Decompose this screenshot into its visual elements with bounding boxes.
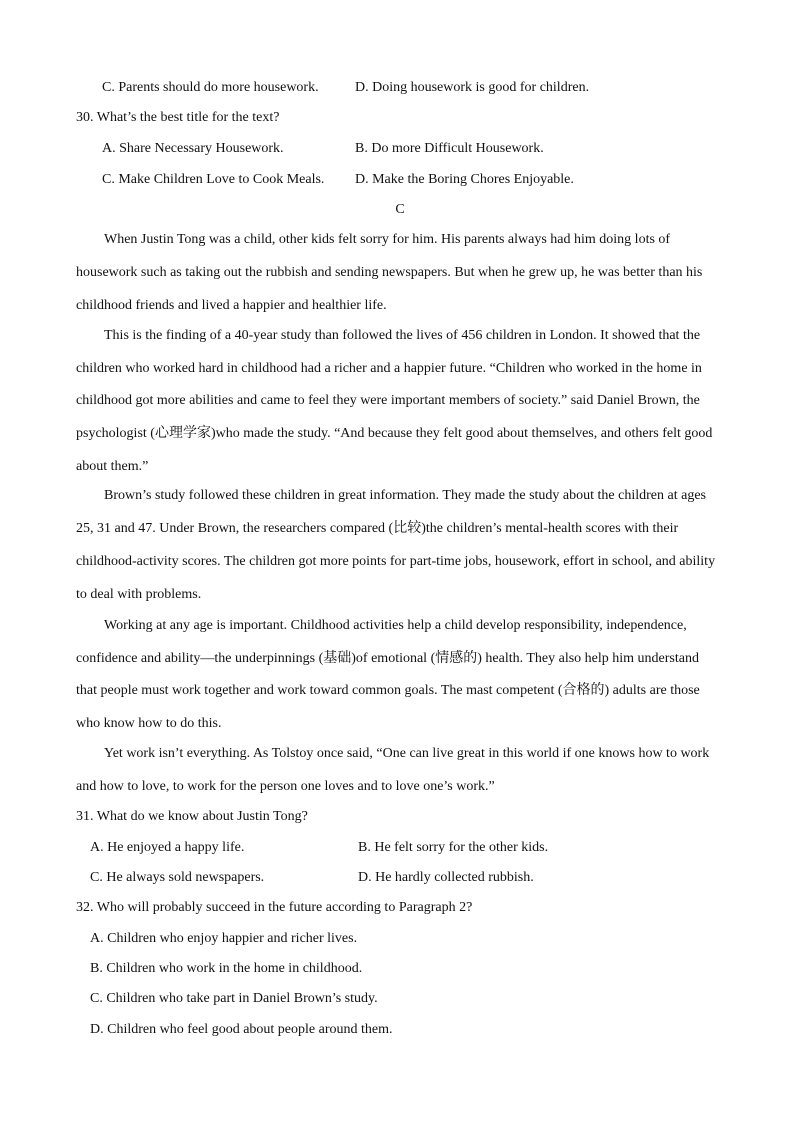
q32-option-a: A. Children who enjoy happier and richer lives.: [90, 931, 358, 946]
q32-option-d: D. Children who feel good about people around them.: [90, 1022, 393, 1037]
q30-option-b: B. Do more Difficult Housework.: [355, 141, 544, 156]
q31-stem: 31. What do we know about Justin Tong?: [76, 809, 308, 824]
q32-stem: 32. Who will probably succeed in the future according to Paragraph 2?: [76, 900, 473, 915]
passage-line: This is the finding of a 40-year study than followed the lives of 456 children in London. It showed that the: [104, 328, 701, 343]
passage-line: that people must work together and work toward common goals. The mast competent (合格的) adults are those: [76, 683, 700, 698]
passage-line: Yet work isn’t everything. As Tolstoy once said, “One can live great in this world if one knows how to work: [104, 746, 710, 761]
passage-line: about them.”: [76, 459, 149, 474]
q31-option-b: B. He felt sorry for the other kids.: [358, 840, 549, 855]
passage-line: 25, 31 and 47. Under Brown, the researchers compared (比较)the children’s mental-health scores with their: [76, 521, 679, 536]
passage-line: Brown’s study followed these children in great information. They made the study about the children at ages: [104, 488, 706, 503]
passage-line: to deal with problems.: [76, 587, 202, 602]
q32-option-b: B. Children who work in the home in childhood.: [90, 961, 363, 976]
passage-label: C: [395, 202, 405, 217]
q30-stem: 30. What’s the best title for the text?: [76, 110, 280, 125]
q31-option-d: D. He hardly collected rubbish.: [358, 870, 534, 885]
q30-option-c: C. Make Children Love to Cook Meals.: [102, 172, 325, 187]
passage-line: Working at any age is important. Childhood activities help a child develop responsibility, independence,: [104, 618, 687, 633]
q29-option-c: C. Parents should do more housework.: [102, 80, 319, 95]
passage-line: children who worked hard in childhood had a richer and a happier future. “Children who worked in the home in: [76, 361, 702, 376]
passage-line: When Justin Tong was a child, other kids felt sorry for him. His parents always had him doing lots of: [104, 232, 671, 247]
passage-line: childhood friends and lived a happier and healthier life.: [76, 298, 387, 313]
passage-line: who know how to do this.: [76, 716, 222, 731]
q29-option-d: D. Doing housework is good for children.: [355, 80, 590, 95]
passage-line: childhood-activity scores. The children got more points for part-time jobs, housework, effort in school, and ability: [76, 554, 716, 569]
passage-line: psychologist (心理学家)who made the study. “And because they felt good about themselves, and others felt good: [76, 426, 713, 441]
passage-line: housework such as taking out the rubbish and sending newspapers. But when he grew up, he was better than his: [76, 265, 703, 280]
passage-line: confidence and ability—the underpinnings (基础)of emotional (情感的) health. They also help him understand: [76, 651, 699, 666]
passage-line: and how to love, to work for the person one loves and to love one’s work.”: [76, 779, 495, 794]
q31-option-a: A. He enjoyed a happy life.: [90, 840, 245, 855]
passage-line: childhood got more abilities and came to feel they were important members of society.” said Daniel Brown, the: [76, 393, 700, 408]
q30-option-a: A. Share Necessary Housework.: [102, 141, 284, 156]
q32-option-c: C. Children who take part in Daniel Brown’s study.: [90, 991, 378, 1006]
q31-option-c: C. He always sold newspapers.: [90, 870, 265, 885]
q30-option-d: D. Make the Boring Chores Enjoyable.: [355, 172, 574, 187]
